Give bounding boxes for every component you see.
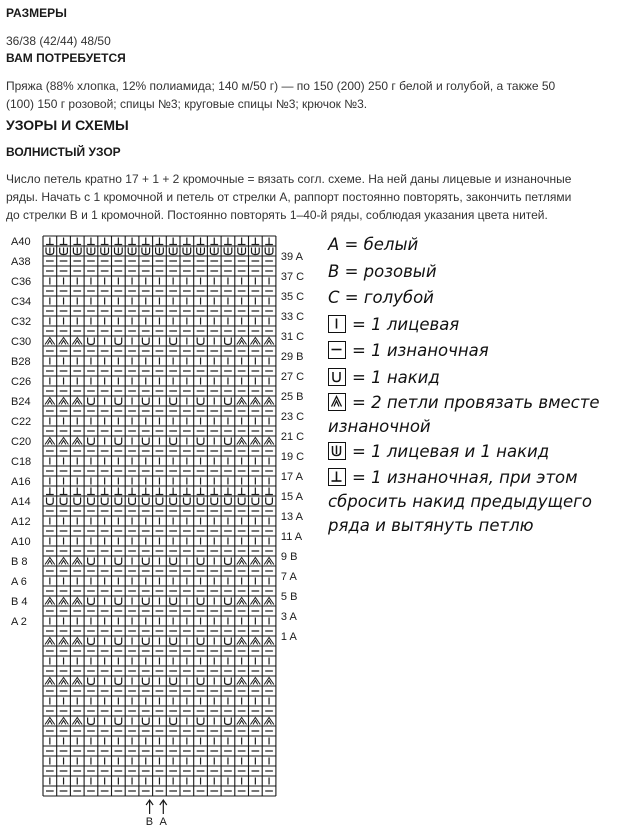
yarn-over-stitch [170,718,177,725]
legend-color-c: С = голубой [328,288,434,307]
chart-row-label-left: B24 [11,396,31,408]
decrease-stitch [237,638,247,645]
purl-drop-stitch [224,488,232,495]
decrease-stitch [72,638,82,645]
yarn-over-stitch [170,638,177,645]
chart-row-label-left: C20 [11,436,32,448]
decrease-stitch [72,438,82,445]
wave-text-line-1: Число петель кратно 17 + 1 + 2 кромочные = вязать согл. схеме. На ней даны лицевые и изнаночные [6,172,572,186]
yarn-over-stitch [142,598,149,605]
knit-and-yarn-over-stitch [60,248,68,255]
decrease-stitch [251,338,261,345]
decrease-stitch [45,438,55,445]
decrease-stitch [264,438,274,445]
knit-and-yarn-over-stitch [87,248,95,255]
decrease-stitch [251,678,261,685]
yarn-over-stitch [225,678,232,685]
knit-and-yarn-over-stitch [210,248,218,255]
yarn-over-stitch [197,338,204,345]
decrease-stitch [251,598,261,605]
yarn-over-stitch [115,338,122,345]
decrease-stitch [59,558,69,565]
purl-drop-stitch [197,238,205,245]
decrease-stitch [264,678,274,685]
yarn-over-stitch [88,638,95,645]
yarn-over-stitch [88,398,95,405]
purl-drop-stitch [265,238,273,245]
yarn-over-stitch [197,678,204,685]
decrease-stitch [45,598,55,605]
yarn-over-stitch [142,638,149,645]
purl-drop-stitch [156,488,164,495]
chart-row-label-right: 13 A [280,511,303,523]
yarn-over-stitch [129,498,136,505]
chart-row-label-right: 3 A [280,611,297,623]
vertical-bar-icon [328,315,346,333]
arrow-label: B [145,816,154,828]
yarn-over-stitch [252,498,259,505]
legend-decrease: = 2 петли провязать вместе изнаночной [328,393,600,436]
yarn-over-stitch [88,438,95,445]
yarn-over-stitch [142,558,149,565]
decrease-stitch [45,678,55,685]
yarn-over-stitch [170,438,177,445]
chart-row-label-left: A 2 [11,616,27,628]
yarn-over-stitch [184,498,191,505]
yarn-over-stitch [225,598,232,605]
purl-drop-stitch [183,238,191,245]
yarn-over-stitch [225,398,232,405]
knit-and-yarn-over-stitch [197,248,205,255]
purl-drop-stitch [87,488,95,495]
purl-drop-stitch [238,488,246,495]
purl-drop-stitch [73,238,81,245]
knit-and-yarn-over-stitch [224,248,232,255]
decrease-stitch [59,718,69,725]
decrease-stitch [237,598,247,605]
purl-drop-stitch [156,238,164,245]
yarn-over-stitch [88,598,95,605]
knit-and-yarn-over-stitch [252,248,260,255]
chart-row-label-left: C26 [11,376,32,388]
yarn-over-stitch [170,678,177,685]
decrease-stitch [59,438,69,445]
arrow-label: A [159,816,167,828]
yarn-over-stitch [225,498,232,505]
purl-drop-stitch [252,238,260,245]
knit-and-yarn-over-stitch [128,248,136,255]
purl-drop-stitch [115,238,123,245]
yarn-over-stitch [170,558,177,565]
yarn-over-stitch [197,398,204,405]
yarn-over-stitch [197,598,204,605]
yarn-over-stitch [170,398,177,405]
sizes-heading: РАЗМЕРЫ [6,6,67,20]
chart-row-label-left: C22 [11,416,32,428]
yarn-over-stitch [115,718,122,725]
wave-text-line-3: до стрелки В и 1 кромочной. Постоянно повторять 1–40-й ряды, соблюдая указания цвета нитей. [6,208,548,222]
purl-drop-stitch [60,488,68,495]
wave-pattern-heading: ВОЛНИСТЫЙ УЗОР [6,145,121,159]
legend-knit-and-yarn-over: = 1 лицевая и 1 накид [328,439,618,466]
decrease-stitch [59,398,69,405]
legend-color-a: А = белый [328,235,419,254]
yarn-over-stitch [142,398,149,405]
chart-row-label-right: 11 A [280,531,303,543]
chart-row-label-left: A40 [11,236,31,248]
yarn-over-stitch [197,718,204,725]
purl-drop-stitch [60,238,68,245]
chart-row-label-right: 15 A [280,491,303,503]
chart-row-label-right: 35 C [280,291,305,303]
knit-and-yarn-over-stitch [156,248,164,255]
chart-row-label-right: 9 B [280,551,298,563]
chart-row-label-left: A14 [11,496,31,508]
chart-row-label-right: 5 B [280,591,298,603]
need-text-line-1: Пряжа (88% хлопка, 12% полиамида; 140 м/50 г) — по 150 (200) 250 г белой и голубой, а также 50 [6,79,556,93]
yarn-over-stitch [142,678,149,685]
purl-drop-stitch [265,488,273,495]
decrease-stitch [237,718,247,725]
purl-drop-stitch [46,488,54,495]
legend-purl-drop: = 1 изнаночная, при этом сбросить накид предыдущего ряда и вытянуть петлю [328,467,592,535]
purl-drop-stitch [142,238,150,245]
chart-row-label-left: B 4 [11,596,28,608]
patterns-heading: УЗОРЫ И СХЕМЫ [6,117,129,133]
knit-and-yarn-over-stitch [183,248,191,255]
purl-drop-stitch [128,488,136,495]
purl-drop-stitch [128,238,136,245]
chart-row-label-left: C32 [11,316,32,328]
knit-and-yarn-over-stitch [265,248,273,255]
horizontal-bar-icon [328,341,346,359]
need-text-line-2: (100) 150 г розовой; спицы №3; круговые спицы №3; крючок №3. [6,97,368,111]
decrease-stitch [59,598,69,605]
purl-drop-stitch [46,238,54,245]
yarn-over-stitch [88,678,95,685]
chart-row-label-right: 27 C [280,371,305,383]
yarn-over-stitch [115,438,122,445]
chart-row-label-right: 29 B [280,351,304,363]
legend [328,232,618,538]
yarn-over-stitch [115,398,122,405]
decrease-stitch [264,598,274,605]
decrease-stitch [264,638,274,645]
decrease-stitch [45,558,55,565]
yarn-over-stitch [142,338,149,345]
purl-drop-stitch [115,488,123,495]
chart-row-label-right: 19 C [280,451,305,463]
yarn-over-stitch [88,338,95,345]
decrease-stitch [237,438,247,445]
chart-row-label-right: 39 A [280,251,303,263]
chart-row-label-right: 23 C [280,411,305,423]
decrease-stitch [251,558,261,565]
decrease-stitch [251,638,261,645]
purl-drop-stitch [210,238,218,245]
sizes-text: 36/38 (42/44) 48/50 [6,34,111,48]
knit-and-yarn-over-stitch [169,248,177,255]
decrease-stitch [45,638,55,645]
decrease-stitch [264,398,274,405]
legend-color-b: В = розовый [328,261,437,281]
yarn-over-stitch [225,338,232,345]
yarn-over-stitch [170,338,177,345]
chart-row-label-right: 33 C [280,311,305,323]
yarn-over-stitch [60,498,67,505]
yarn-over-stitch [74,498,81,505]
yarn-over-stitch [266,498,273,505]
yarn-over-stitch [88,718,95,725]
chart-row-label-left: A 6 [11,576,27,588]
decrease-stitch [45,398,55,405]
chart-row-label-right: 1 A [280,631,297,643]
decrease-stitch [251,438,261,445]
chart-row-label-left: A38 [11,256,31,268]
decrease-stitch [72,338,82,345]
inverted-t-icon [328,468,346,486]
yarn-over-stitch [115,558,122,565]
knit-and-yarn-over-stitch [73,248,81,255]
knit-and-yarn-over-stitch [238,248,246,255]
decrease-stitch [59,678,69,685]
decrease-stitch [45,338,55,345]
chart-row-label-left: C34 [11,296,32,308]
legend-knit: = 1 лицевая [328,312,618,339]
chart-row-label-left: B28 [11,356,31,368]
chart-row-label-left: B 8 [11,556,28,568]
decrease-stitch [237,398,247,405]
yarn-over-stitch [225,638,232,645]
yarn-over-stitch [88,498,95,505]
yarn-over-stitch [156,498,163,505]
triangle-decrease-icon [328,393,346,411]
chart-row-label-left: A16 [11,476,31,488]
decrease-stitch [264,558,274,565]
purl-drop-stitch [101,238,109,245]
need-heading: ВАМ ПОТРЕБУЕТСЯ [6,51,126,65]
chart-row-label-right: 17 A [280,471,303,483]
decrease-stitch [251,398,261,405]
legend-purl: = 1 изнаночная [328,338,618,365]
purl-drop-stitch [252,488,260,495]
yarn-over-stitch [115,598,122,605]
knit-and-yarn-over-icon [328,442,346,460]
chart-row-label-right: 7 A [280,571,297,583]
yarn-over-stitch [170,498,177,505]
knitting-chart [0,228,330,829]
purl-drop-stitch [87,238,95,245]
purl-drop-stitch [169,488,177,495]
purl-drop-stitch [238,238,246,245]
decrease-stitch [72,718,82,725]
yarn-over-stitch [88,558,95,565]
decrease-stitch [264,718,274,725]
chart-row-label-left: A10 [11,536,31,548]
chart-row-label-right: 21 C [280,431,305,443]
chart-row-label-right: 25 B [280,391,304,403]
purl-drop-stitch [169,238,177,245]
decrease-stitch [59,338,69,345]
chart-row-label-left: A12 [11,516,31,528]
decrease-stitch [72,398,82,405]
legend-yarn-over: = 1 накид [328,365,618,392]
purl-drop-stitch [224,238,232,245]
decrease-stitch [72,678,82,685]
purl-drop-stitch [101,488,109,495]
yarn-over-stitch [197,558,204,565]
knit-and-yarn-over-stitch [142,248,150,255]
yarn-over-stitch [142,718,149,725]
yarn-over-stitch [225,718,232,725]
yarn-over-stitch [142,498,149,505]
chart-row-label-left: C18 [11,456,32,468]
yarn-over-stitch [115,678,122,685]
decrease-stitch [237,338,247,345]
purl-drop-stitch [197,488,205,495]
purl-drop-stitch [73,488,81,495]
decrease-stitch [237,558,247,565]
knit-and-yarn-over-stitch [115,248,123,255]
wave-text-line-2: ряды. Начать с 1 кромочной и петель от стрелки А, раппорт постоянно повторять, закончить петлями [6,190,572,204]
decrease-stitch [264,338,274,345]
yarn-over-stitch [211,498,218,505]
decrease-stitch [72,558,82,565]
decrease-stitch [59,638,69,645]
purl-drop-stitch [142,488,150,495]
yarn-over-stitch [115,638,122,645]
chart-row-label-right: 37 C [280,271,305,283]
yarn-over-stitch [170,598,177,605]
knit-and-yarn-over-stitch [46,248,54,255]
purl-drop-stitch [210,488,218,495]
decrease-stitch [45,718,55,725]
yarn-over-stitch [197,638,204,645]
decrease-stitch [237,678,247,685]
decrease-stitch [251,718,261,725]
yarn-over-stitch [197,438,204,445]
yarn-over-stitch [101,498,108,505]
yarn-over-stitch [238,498,245,505]
yarn-over-stitch [142,438,149,445]
chart-row-label-left: C36 [11,276,32,288]
yarn-over-stitch [197,498,204,505]
knit-and-yarn-over-stitch [101,248,109,255]
yarn-over-stitch [225,438,232,445]
u-icon [328,368,346,386]
yarn-over-stitch [115,498,122,505]
chart-row-label-left: C30 [11,336,32,348]
purl-drop-stitch [183,488,191,495]
yarn-over-stitch [225,558,232,565]
decrease-stitch [72,598,82,605]
chart-row-label-right: 31 C [280,331,305,343]
yarn-over-stitch [47,498,54,505]
